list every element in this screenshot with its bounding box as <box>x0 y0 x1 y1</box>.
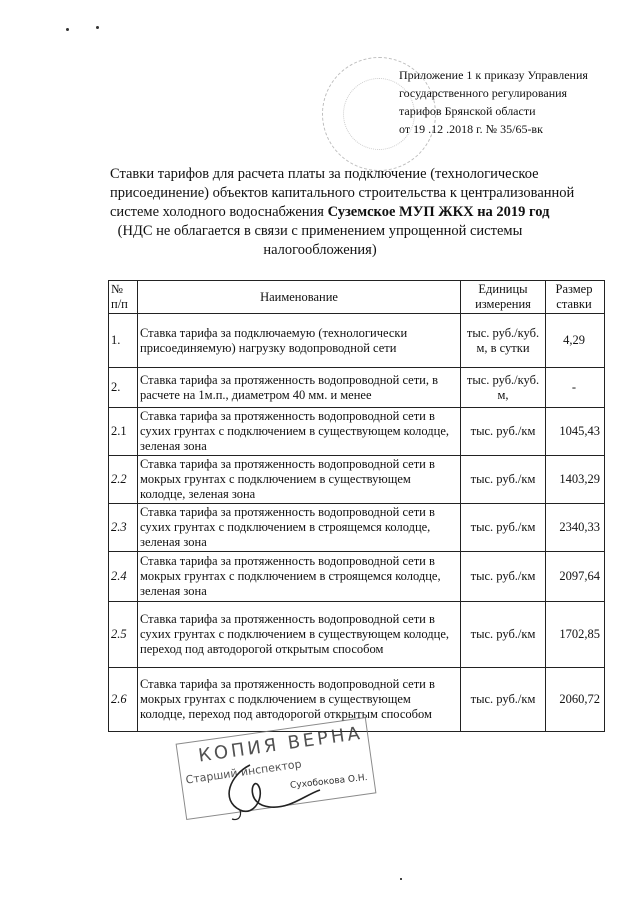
row-rate: 4,29 <box>546 314 605 368</box>
row-rate: 1403,29 <box>546 456 605 504</box>
row-rate: 2097,64 <box>546 552 605 602</box>
row-unit: тыс. руб./км <box>461 504 546 552</box>
row-unit: тыс. руб./км <box>461 668 546 732</box>
header-name: Наименование <box>138 281 461 314</box>
order-reference-line: от 19 .12 .2018 г. № 35/65-вк <box>399 122 543 136</box>
row-num: 2.1 <box>109 408 138 456</box>
scan-mark <box>66 28 69 31</box>
table-header-row <box>109 281 605 314</box>
row-rate: 2060,72 <box>546 668 605 732</box>
row-num: 2.6 <box>109 668 138 732</box>
table-row <box>109 314 605 368</box>
row-num: 2.4 <box>109 552 138 602</box>
document-title <box>110 165 575 260</box>
row-name: Ставка тарифа за протяженность водопроводной сети в мокрых грунтах с подключением в строящемся колодце, зеленая зона <box>138 552 461 602</box>
table-row <box>109 602 605 668</box>
row-rate: 1045,43 <box>546 408 605 456</box>
stamp-signer: Сухобокова О.Н. <box>289 772 369 792</box>
order-reference <box>399 66 619 138</box>
title-line-text: системе холодного водоснабжения <box>110 204 328 220</box>
row-name: Ставка тарифа за протяженность водопроводной сети в сухих грунтах с подключением в строящемся колодце, зеленая зона <box>138 504 461 552</box>
row-unit: тыс. руб./км <box>461 456 546 504</box>
table-row <box>109 456 605 504</box>
row-name: Ставка тарифа за протяженность водопроводной сети в сухих грунтах с подключением в существующем колодце, зеленая зона <box>138 408 461 456</box>
header-num: № п/п <box>109 281 138 314</box>
header-unit: Единицы измерения <box>461 281 546 314</box>
table-row <box>109 504 605 552</box>
row-name: Ставка тарифа за протяженность водопроводной сети в мокрых грунтах с подключением в существующем колодце, переход под автодорогой открытым способом <box>138 668 461 732</box>
scan-mark <box>96 26 99 29</box>
tariff-table <box>108 280 605 732</box>
row-rate: 1702,85 <box>546 602 605 668</box>
row-num: 2. <box>109 368 138 408</box>
row-name: Ставка тарифа за протяженность водопроводной сети в сухих грунтах с подключением в существующем колодце, переход под автодорогой открытым способом <box>138 602 461 668</box>
order-reference-line: государственного регулирования <box>399 86 568 100</box>
order-reference-line: Приложение 1 к приказу Управления <box>399 68 588 82</box>
header-rate: Размер ставки <box>546 281 605 314</box>
row-name: Ставка тарифа за протяженность водопроводной сети, в расчете на 1м.п., диаметром 40 мм. и менее <box>138 368 461 408</box>
row-name: Ставка тарифа за протяженность водопроводной сети в мокрых грунтах с подключением в существующем колодце, зеленая зона <box>138 456 461 504</box>
order-reference-line: тарифов Брянской области <box>399 104 536 118</box>
row-num: 2.2 <box>109 456 138 504</box>
title-line: Ставки тарифов для расчета платы за подключение (технологическое <box>110 166 539 182</box>
title-line: присоединение) объектов капитального строительства к централизованной <box>110 185 575 201</box>
scan-mark <box>400 878 402 880</box>
row-num: 1. <box>109 314 138 368</box>
row-num: 2.3 <box>109 504 138 552</box>
title-organization: Суземское МУП ЖКХ на 2019 год <box>327 204 550 220</box>
row-name: Ставка тарифа за подключаемую (технологически присоединяемую) нагрузку водопроводной сети <box>138 314 461 368</box>
table-row <box>109 368 605 408</box>
row-num: 2.5 <box>109 602 138 668</box>
row-rate: 2340,33 <box>546 504 605 552</box>
title-line: налогообложения) <box>263 242 377 258</box>
row-rate: - <box>546 368 605 408</box>
table-row <box>109 408 605 456</box>
title-line <box>110 203 550 222</box>
row-unit: тыс. руб./км <box>461 408 546 456</box>
stamp-title: КОПИЯ ВЕРНА <box>197 722 364 767</box>
title-line: (НДС не облагается в связи с применением упрощенной системы <box>117 223 523 239</box>
row-unit: тыс. руб./км <box>461 602 546 668</box>
table-row <box>109 552 605 602</box>
signature-icon <box>210 755 330 825</box>
stamp-position: Старший инспектор <box>184 757 303 787</box>
row-unit: тыс. руб./куб. м, в сутки <box>461 314 546 368</box>
row-unit: тыс. руб./куб. м, <box>461 368 546 408</box>
row-unit: тыс. руб./км <box>461 552 546 602</box>
